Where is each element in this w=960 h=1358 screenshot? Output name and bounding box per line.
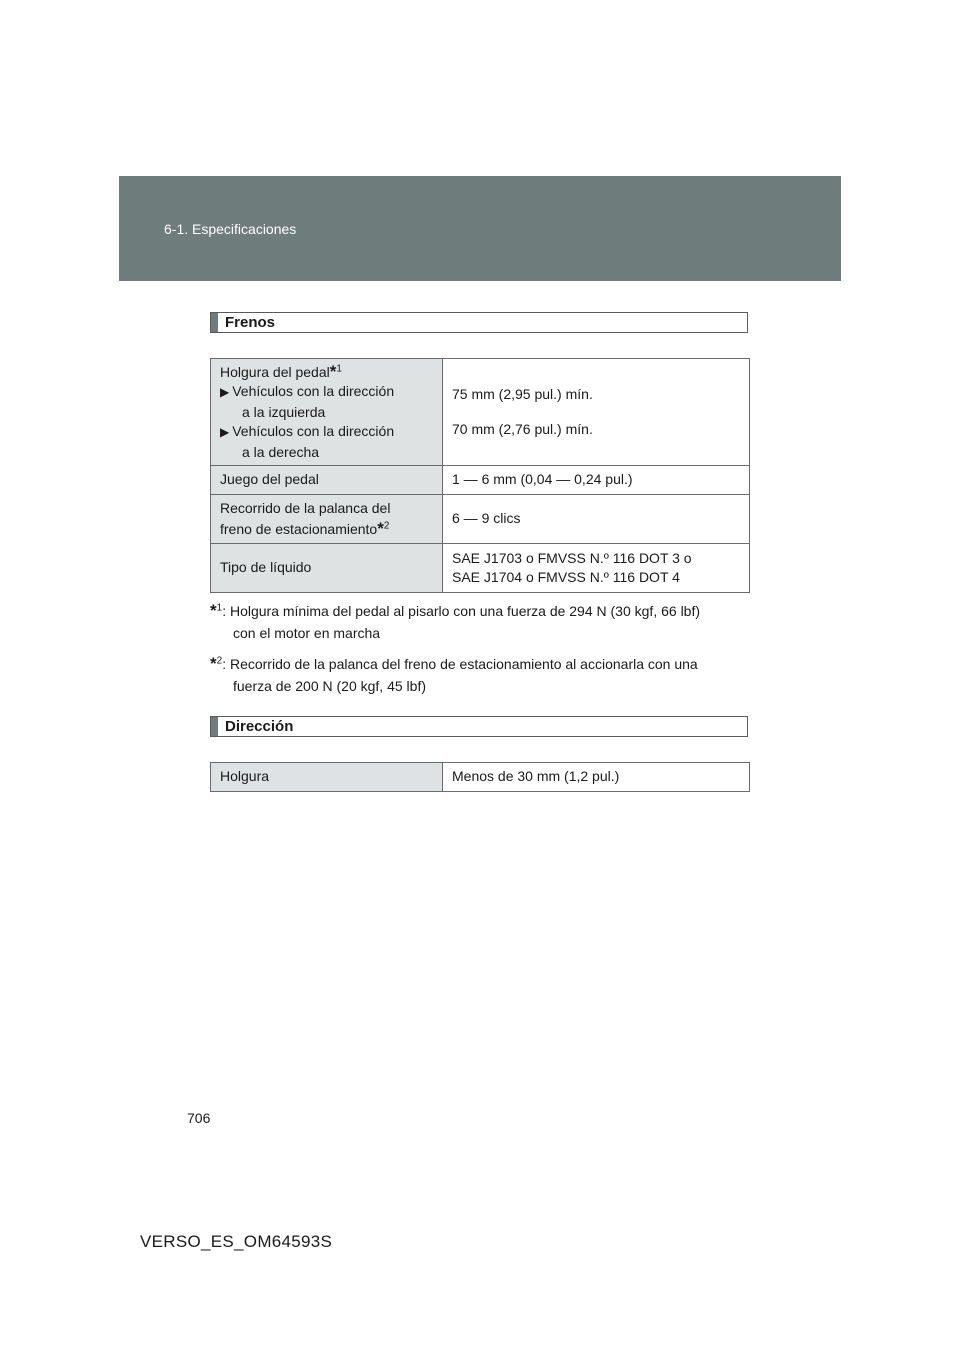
parking-travel-label-line1: Recorrido de la palanca del	[220, 500, 391, 516]
fluid-type-label: Tipo de líquido	[211, 544, 443, 593]
lhd-line1: Vehículos con la dirección	[232, 383, 395, 400]
steering-clearance-label: Holgura	[211, 763, 443, 792]
parking-travel-value: 6 — 9 clics	[443, 495, 750, 544]
brakes-table	[210, 358, 750, 593]
pedal-clearance-label-cell	[211, 359, 443, 466]
footnote-2	[210, 653, 750, 697]
fluid-type-value-cell	[443, 544, 750, 593]
footnote-number: 2	[216, 655, 223, 667]
steering-table	[210, 762, 750, 792]
document-id: VERSO_ES_OM64593S	[140, 1232, 333, 1251]
table-row-pedal-clearance	[211, 359, 750, 466]
table-row-steering-clearance	[211, 763, 750, 792]
rhd-line1: Vehículos con la dirección	[232, 423, 395, 440]
footnote-2-line1: : Recorrido de la palanca del freno de estacionamiento al accionarla con una	[222, 656, 698, 672]
table-row-parking-travel	[211, 495, 750, 544]
footnote-mark: *	[329, 361, 337, 381]
footnote-ref: 1	[336, 363, 342, 375]
pedal-play-value: 1 — 6 mm (0,04 — 0,24 pul.)	[443, 466, 750, 495]
pedal-clearance-label: Holgura del pedal	[220, 363, 330, 380]
lhd-line2: a la izquierda	[242, 403, 326, 420]
parking-travel-label-line2: freno de estacionamiento	[220, 520, 378, 537]
parking-travel-label-cell	[211, 495, 443, 544]
footnote-mark: *	[210, 601, 217, 620]
footnote-number: 1	[216, 602, 223, 614]
footnote-2-line2: fuerza de 200 N (20 kgf, 45 lbf)	[233, 678, 426, 694]
footnote-mark: *	[210, 654, 217, 673]
fluid-type-value-line1: SAE J1703 o FMVSS N.º 116 DOT 3 o	[452, 549, 692, 566]
triangle-bullet-icon: ▶	[220, 425, 230, 440]
lhd-value: 75 mm (2,95 pul.) mín.	[452, 385, 593, 402]
table-row-fluid-type	[211, 544, 750, 593]
footnote-ref: 2	[383, 519, 390, 531]
footnote-1-line2: con el motor en marcha	[233, 625, 381, 641]
brakes-heading: Frenos	[210, 312, 748, 333]
footnote-1	[210, 600, 750, 644]
header-band	[119, 176, 841, 281]
steering-clearance-value: Menos de 30 mm (1,2 pul.)	[443, 763, 750, 792]
section-title: 6-1. Especificaciones	[164, 221, 297, 237]
rhd-line2: a la derecha	[242, 443, 320, 460]
footnote-1-line1: : Holgura mínima del pedal al pisarlo con una fuerza de 294 N (30 kgf, 66 lbf)	[222, 603, 701, 619]
steering-heading: Dirección	[210, 716, 748, 737]
pedal-clearance-value-cell	[443, 359, 750, 466]
triangle-bullet-icon: ▶	[220, 385, 230, 400]
pedal-play-label: Juego del pedal	[211, 466, 443, 495]
page-number: 706	[187, 1110, 211, 1126]
fluid-type-value-line2: SAE J1704 o FMVSS N.º 116 DOT 4	[452, 569, 680, 585]
rhd-value: 70 mm (2,76 pul.) mín.	[452, 421, 593, 437]
footnote-mark: *	[377, 518, 384, 538]
table-row-pedal-play	[211, 466, 750, 495]
